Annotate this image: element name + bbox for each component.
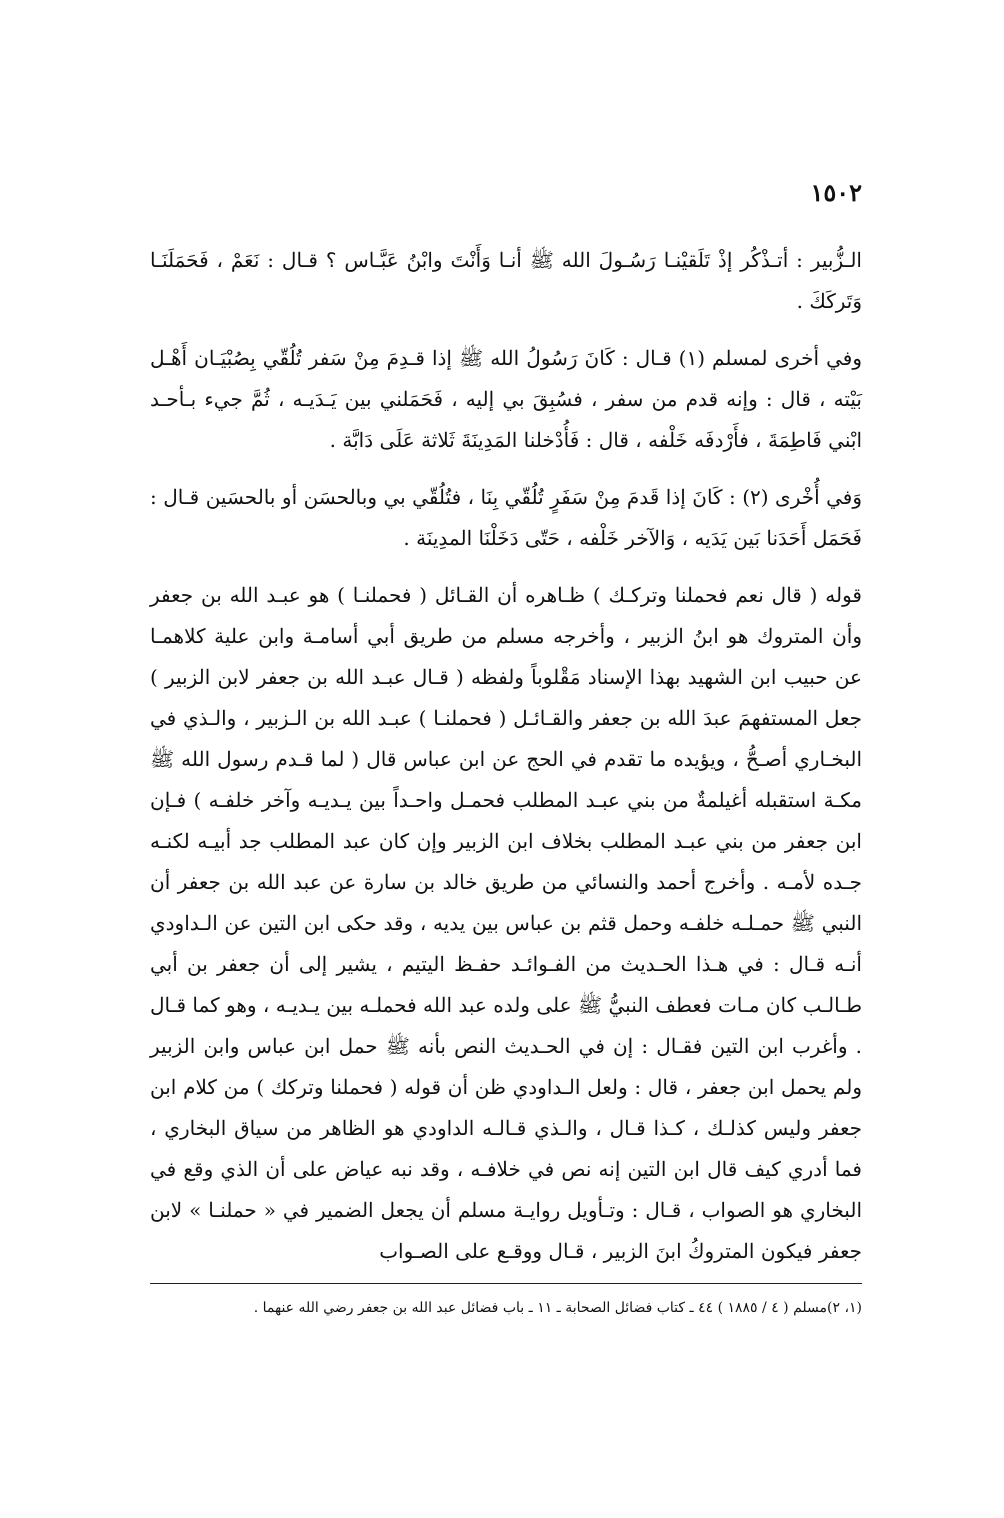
footnote: (١، ٢)مسلم ( ٤ / ١٨٨٥ ) ٤٤ ـ كتاب فضائل الصحابة ـ ١١ ـ باب فضائل عبد الله بن جعفر رضي الله عنهما . (253, 1300, 862, 1316)
page-number: ١٥٠٢ (810, 178, 862, 207)
hadith-paragraph-1: الـزُّبير : أتـذْكُر إذْ تَلَقيْنـا رَسُـولَ الله ﷺ أنـا وَأَنْتَ وابْنُ عَبَّـاس ؟ قـال : نَعَمْ ، فَحَمَلَنَـا وَتَركَكَ . (150, 248, 862, 313)
hadith-paragraph-3: وَفي أُخْرى (٢) : كَانَ إذا قَدمَ مِنْ سَفَرٍ تُلُقّي بِنَا ، فتُلُقّي بي وبالحسَن أو بالحسَين قـال : فَحَمَل أَحَدَنا بَين يَدَيه ، وَالآخر خَلْفه ، حَتّى دَخَلْنَا المدِينَة . (150, 485, 863, 550)
hadith-paragraph-2: وفي أخرى لمسلم (١) قـال : كَانَ رَسُولُ الله ﷺ إذا قـدِمَ مِنْ سَفر تُلُقّي بِصُبْيَـان أَهْـل بَيْته ، قال : وإنه قدم من سفر ، فسُبِقَ بي إليه ، فَحَمَلني بين يَـدَيـه ، ثُمَّ جيء بـأحـد ابْني فَاطِمَةَ ، فأَرْدفَه خَلْفه ، قال : فَأُدْخلنا المَدِينَةَ ثَلاثة عَلَى دَابَّة . (150, 346, 862, 452)
commentary-paragraph: قوله ( قال نعم فحملنا وتركـك ) ظـاهره أن القـائل ( فحملنـا ) هو عبـد الله بن جعفر وأن المتروك هو ابنُ الزبير ، وأخرجه مسلم من طريق أبي أسامـة وابن علية كلاهمـا عن حبيب ابن الشهيد بهذا الإسناد مَقْلوباً ولفظه ( قـال عبـد الله بن جعفر لابن الزبير ) جعل المستفهمَ عبدَ الله بن جعفر والقـائـل ( فحملنـا ) عبـد الله بن الـزبير ، والـذي في البخـاري أصـحُّ ، ويؤيده ما تقدم في الحج عن ابن عباس قال ( لما قـدم رسول الله ﷺ مكـة استقبله أغيلمةٌ من بني عبـد المطلب فحمـل واحـداً بين يـديـه وآخر خلفـه ) فـإن ابن جعفر من بني عبـد المطلب بخلاف ابن الزبير وإن كان عبد المطلب جد أبيـه لكنـه جـده لأمـه . وأخرج أحمد والنسائي من طريق خالد بن سارة عن عبد الله بن جعفر أن النبي ﷺ حمـلـه خلفـه وحمل قثم بن عباس بين يديه ، وقد حكى ابن التين عن الـداودي أنـه قـال : في هـذا الحـديث من الفـوائـد حفـظ اليتيم ، يشير إلى أن جعفر بن أبي طـالـب كان مـات فعطف النبيُّ ﷺ على ولده عبد الله فحملـه بين يـديـه ، وهو كما قـال . وأغرب ابن التين فقـال : إن في الحـديث النص بأنه ﷺ حمل ابن عباس وابن الزبير ولم يحمل ابن جعفر ، قال : ولعل الـداودي ظن أن قوله ( فحملنا وتركك ) من كلام ابن جعفر وليس كذلـك ، كـذا قـال ، والـذي قـالـه الداودي هو الظاهر من سياق البخاري ، فما أدري كيف قال ابن التين إنه نص في خلافـه ، وقد نبه عياض على أن الذي وقع في البخاري هو الصواب ، قـال : وتـأويل روايـة مسلم أن يجعل الضمير في « حملنـا » لابن جعفر فيكون المتروكُ ابنَ الزبير ، قـال ووقـع على الصـواب (150, 583, 862, 1263)
footnote-separator (150, 1283, 862, 1284)
body-text (150, 240, 862, 1272)
document-page (150, 178, 862, 1378)
